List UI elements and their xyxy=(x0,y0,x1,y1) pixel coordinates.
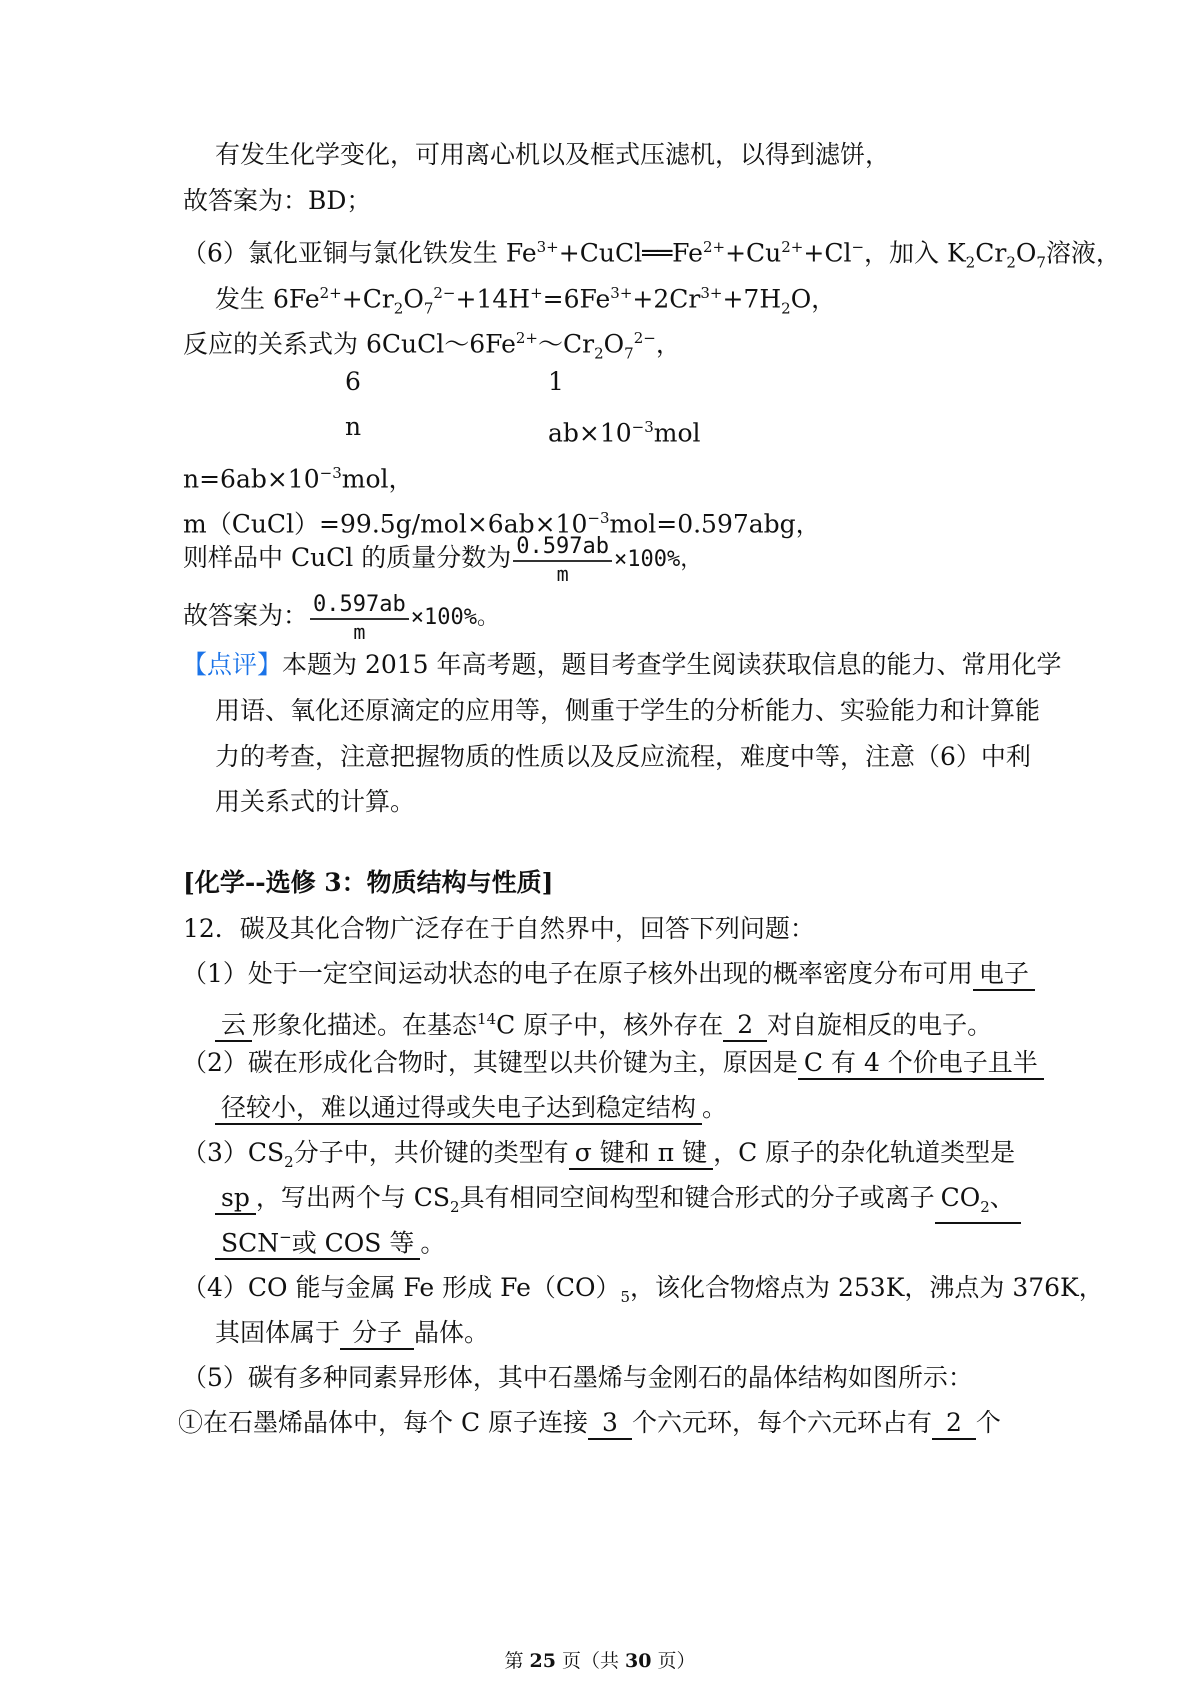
answer-blank: 径较小，难以通过得或失电子达到稳定结构 xyxy=(215,1093,702,1125)
mass-fraction-line xyxy=(183,528,702,590)
text-span: 分子中，共价键的类型有 xyxy=(293,1138,569,1167)
text-span: O， xyxy=(790,284,837,314)
text-span: ①在石墨烯晶体中，每个 C 原子连接 xyxy=(178,1408,589,1437)
text-span: CO xyxy=(940,1183,981,1212)
answer-blank: 分子 xyxy=(340,1318,414,1350)
text-span: （2）碳在形成化合物时，其键型以共价键为主，原因是 xyxy=(182,1048,798,1077)
q12-sub3-line2 xyxy=(215,1178,1021,1227)
text-line xyxy=(215,135,890,175)
text-span: +Cl xyxy=(803,238,852,268)
answer-blank: 2 xyxy=(723,1010,767,1042)
text-span: 页（共 xyxy=(555,1650,626,1672)
text-span: 反应的关系式为 6CuCl～6Fe xyxy=(183,329,516,359)
comment-line-3 xyxy=(215,737,1031,777)
text-span: （4）CO 能与金属 Fe 形成 Fe（CO） xyxy=(182,1273,621,1302)
q12-sub1-line2 xyxy=(215,999,992,1045)
superscript: −3 xyxy=(587,509,610,527)
answer-blank xyxy=(935,1183,1021,1224)
text-span: +14H xyxy=(455,284,531,314)
subscript: 7 xyxy=(624,344,634,363)
subscript: 2 xyxy=(594,344,604,363)
answer-blank: 2 xyxy=(932,1408,976,1440)
fraction-numerator: 0.597ab xyxy=(310,592,409,620)
q6-relation xyxy=(183,318,681,373)
text-span: 发生 6Fe xyxy=(215,284,320,314)
q12-sub2-line2 xyxy=(215,1088,727,1128)
q12-stem xyxy=(183,909,815,949)
text-span: +Cu xyxy=(725,238,782,268)
text-span: （6）氯化亚铜与氯化铁发生 Fe xyxy=(182,238,537,268)
superscript: 3+ xyxy=(610,284,633,302)
q12-sub4-line2 xyxy=(215,1313,489,1353)
fraction-denominator: m xyxy=(556,561,569,586)
text-span: SCN xyxy=(221,1228,280,1258)
text-span: ～Cr xyxy=(538,329,595,359)
text-span: 。 xyxy=(420,1228,446,1258)
subscript: 7 xyxy=(1036,253,1046,272)
text-span: 力的考查，注意把握物质的性质以及反应流程，难度中等，注意（6）中利 xyxy=(215,742,1031,771)
superscript: 3+ xyxy=(536,238,559,256)
q12-sub5 xyxy=(182,1358,973,1398)
superscript: + xyxy=(530,284,543,302)
text-span: 第 xyxy=(504,1650,530,1672)
text-span: mol=0.597abg， xyxy=(609,509,821,539)
total-pages: 30 xyxy=(625,1650,652,1672)
relation-row1-left xyxy=(345,362,361,402)
text-span: O xyxy=(603,329,625,359)
fraction xyxy=(513,534,612,586)
text-span: Cr xyxy=(975,238,1007,268)
subscript: 2 xyxy=(980,1198,990,1216)
text-span: 故答案为：BD； xyxy=(183,186,372,215)
text-span: 其固体属于 xyxy=(215,1318,341,1347)
q12-sub3-line1 xyxy=(182,1133,1015,1182)
text-span: 个六元环，每个六元环占有 xyxy=(631,1408,932,1437)
text-span: 对自旋相反的电子。 xyxy=(767,1010,993,1040)
answer-blank: 云 xyxy=(215,1010,252,1042)
answer-blank: 电子 xyxy=(973,959,1035,991)
text-span: m（CuCl）=99.5g/mol×6ab×10 xyxy=(183,509,588,539)
text-span: 故答案为： xyxy=(183,601,309,630)
text-span: 个 xyxy=(975,1408,1001,1437)
relation-row1-right xyxy=(548,362,564,402)
relation-row2-left xyxy=(345,407,361,447)
text-span: 用关系式的计算。 xyxy=(215,787,416,816)
fraction xyxy=(310,592,409,644)
text-span: ，该化合物熔点为 253K，沸点为 376K， xyxy=(630,1273,1104,1302)
answer-blank: C 有 4 个价电子且半 xyxy=(798,1048,1044,1080)
text-span: +7H xyxy=(722,284,782,314)
text-span: （5）碳有多种同素异形体，其中石墨烯与金刚石的晶体结构如图所示： xyxy=(182,1363,973,1392)
comment-line-1 xyxy=(182,645,1062,685)
text-span: 具有相同空间构型和键合形式的分子或离子 xyxy=(459,1183,935,1212)
text-span: 或 COS 等 xyxy=(291,1228,415,1258)
text-span: +Cr xyxy=(341,284,394,314)
text-span: 12．碳及其化合物广泛存在于自然界中，回答下列问题： xyxy=(183,914,815,943)
superscript: 2+ xyxy=(319,284,342,302)
text-span: =6Fe xyxy=(542,284,611,314)
text-span: C 原子中，核外存在 xyxy=(496,1010,724,1040)
comment-tag: 【点评】 xyxy=(182,650,283,679)
comment-line-2 xyxy=(215,691,1040,731)
q12-sub4-line1 xyxy=(182,1268,1104,1317)
text-span: ×100%。 xyxy=(410,605,499,630)
text-span: 用语、氧化还原滴定的应用等，侧重于学生的分析能力、实验能力和计算能 xyxy=(215,696,1041,725)
fraction-denominator: m xyxy=(353,619,366,644)
answer-line xyxy=(183,181,371,221)
text-span: ab×10 xyxy=(548,418,632,448)
text-span: ，写出两个与 CS xyxy=(255,1183,451,1212)
text-span: 页） xyxy=(651,1650,696,1672)
superscript: 3+ xyxy=(700,284,723,302)
n-calc xyxy=(183,453,414,499)
q12-sub2-line1 xyxy=(182,1043,1044,1083)
text-span: 。 xyxy=(702,1093,728,1122)
superscript: −3 xyxy=(631,418,654,436)
answer-blank xyxy=(215,1222,420,1260)
text-span: （3）CS xyxy=(182,1138,285,1167)
text-span: 溶液， xyxy=(1045,238,1121,268)
superscript: 2+ xyxy=(515,329,539,347)
answer-blank: σ 键和 π 键 xyxy=(569,1138,713,1170)
text-span: [化学--选修 3：物质结构与性质] xyxy=(183,868,554,897)
text-span: mol xyxy=(653,418,701,448)
superscript: 14 xyxy=(477,1010,497,1028)
text-span: 本题为 2015 年高考题，题目考查学生阅读获取信息的能力、常用化学 xyxy=(282,650,1062,679)
text-span: 晶体。 xyxy=(414,1318,490,1347)
text-span: O xyxy=(403,284,424,314)
text-span: n xyxy=(345,412,362,441)
subscript: 2 xyxy=(1006,253,1016,272)
text-span: +2Cr xyxy=(632,284,701,314)
text-span: ，C 原子的杂化轨道类型是 xyxy=(713,1138,1016,1167)
superscript: 2+ xyxy=(781,238,804,256)
subscript: 2 xyxy=(450,1198,460,1216)
text-span: ， xyxy=(655,329,681,359)
answer-blank: sp xyxy=(215,1183,256,1215)
superscript: 2− xyxy=(633,329,656,347)
page-footer xyxy=(0,1648,1200,1674)
text-span: 则样品中 CuCl 的质量分数为 xyxy=(183,543,512,572)
subscript: 5 xyxy=(620,1288,631,1306)
relation-row2-right xyxy=(548,407,701,453)
text-span: ×100%， xyxy=(613,547,703,572)
q12-sub1-line1 xyxy=(182,954,1035,994)
subscript: 2 xyxy=(393,299,404,318)
text-span: mol， xyxy=(341,464,414,494)
answer-fraction-line xyxy=(183,586,499,648)
page-number: 25 xyxy=(529,1650,556,1672)
text-span: （1）处于一定空间运动状态的电子在原子核外出现的概率密度分布可用 xyxy=(182,959,973,988)
superscript: − xyxy=(851,238,865,256)
subscript: 2 xyxy=(781,299,791,318)
text-span: 、 xyxy=(989,1183,1015,1212)
fraction-numerator: 0.597ab xyxy=(513,534,612,562)
superscript: −3 xyxy=(319,464,342,482)
text-span: 有发生化学变化，可用离心机以及框式压滤机，以得到滤饼， xyxy=(215,140,891,169)
superscript: 2− xyxy=(433,284,456,302)
superscript: − xyxy=(279,1228,292,1246)
text-span: 1 xyxy=(548,367,564,396)
subscript: 2 xyxy=(284,1153,294,1171)
text-span: O xyxy=(1015,238,1037,268)
text-span: n=6ab×10 xyxy=(183,464,320,494)
q12-sub5-item1 xyxy=(178,1403,1001,1443)
comment-line-4 xyxy=(215,782,415,822)
subscript: 2 xyxy=(965,253,976,272)
text-span: +CuCl══Fe xyxy=(558,238,703,268)
q12-sub3-line3 xyxy=(215,1222,445,1263)
section-title xyxy=(183,863,554,903)
text-span: ，加入 K xyxy=(864,238,966,268)
answer-blank: 3 xyxy=(588,1408,632,1440)
text-span: 6 xyxy=(345,367,361,396)
text-span: 形象化描述。在基态 xyxy=(252,1010,478,1040)
subscript: 7 xyxy=(423,299,434,318)
superscript: 2+ xyxy=(702,238,726,256)
